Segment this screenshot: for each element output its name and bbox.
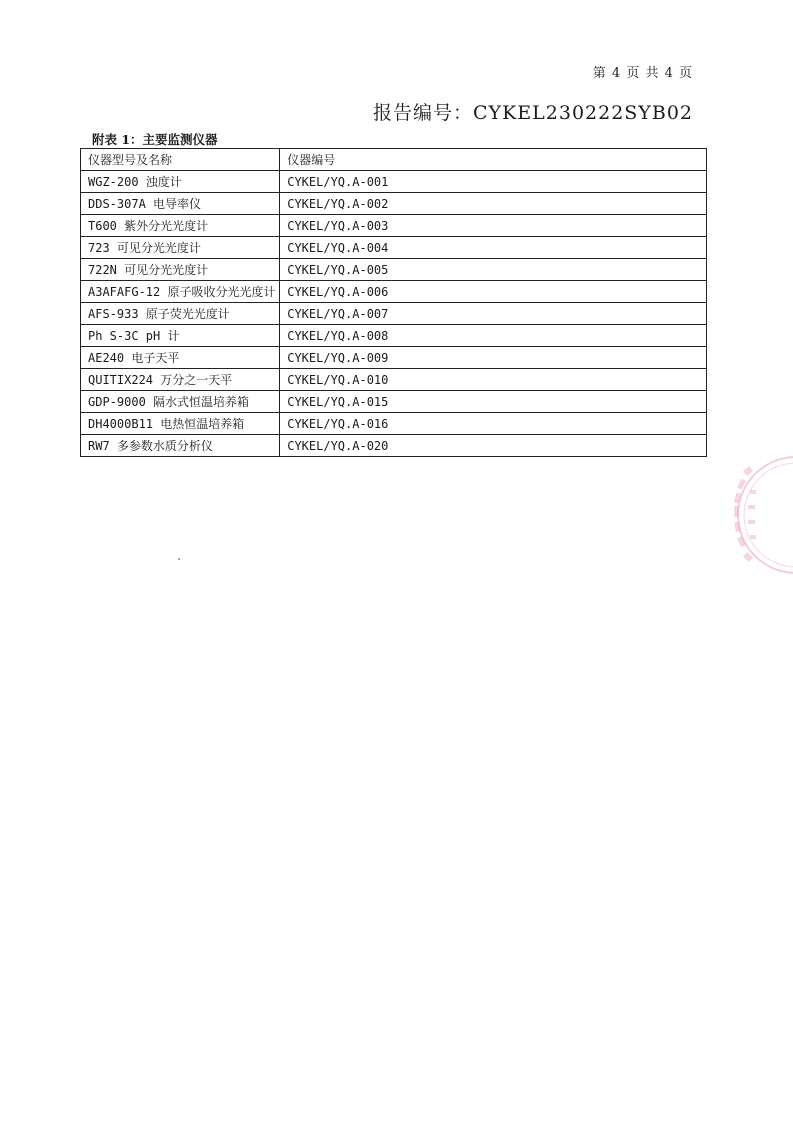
table-row bbox=[81, 435, 707, 457]
instrument-id: CYKEL/YQ.A-009 bbox=[280, 347, 707, 369]
instrument-name: WGZ-200 浊度计 bbox=[81, 171, 280, 193]
instrument-name: AFS-933 原子荧光光度计 bbox=[81, 303, 280, 325]
table-header-row bbox=[81, 149, 707, 171]
seal-icon bbox=[720, 450, 793, 580]
table-row bbox=[81, 237, 707, 259]
instrument-name: DH4000B11 电热恒温培养箱 bbox=[81, 413, 280, 435]
table-row bbox=[81, 391, 707, 413]
table-caption: 附表 1：主要监测仪器 bbox=[92, 132, 218, 147]
table-row bbox=[81, 413, 707, 435]
table-row bbox=[81, 303, 707, 325]
instrument-name: DDS-307A 电导率仪 bbox=[81, 193, 280, 215]
instrument-id: CYKEL/YQ.A-007 bbox=[280, 303, 707, 325]
instrument-id: CYKEL/YQ.A-020 bbox=[280, 435, 707, 457]
instrument-name: QUITIX224 万分之一天平 bbox=[81, 369, 280, 391]
instrument-name: GDP-9000 隔水式恒温培养箱 bbox=[81, 391, 280, 413]
official-seal-stamp bbox=[720, 450, 793, 580]
table-row bbox=[81, 281, 707, 303]
instrument-name: Ph S-3C pH 计 bbox=[81, 325, 280, 347]
table-row bbox=[81, 325, 707, 347]
instrument-id: CYKEL/YQ.A-002 bbox=[280, 193, 707, 215]
instrument-id: CYKEL/YQ.A-006 bbox=[280, 281, 707, 303]
table-row bbox=[81, 171, 707, 193]
instrument-name: 722N 可见分光光度计 bbox=[81, 259, 280, 281]
instrument-id: CYKEL/YQ.A-015 bbox=[280, 391, 707, 413]
instrument-id: CYKEL/YQ.A-010 bbox=[280, 369, 707, 391]
table-row bbox=[81, 259, 707, 281]
page-number: 第 4 页 共 4 页 bbox=[592, 66, 693, 81]
instrument-id: CYKEL/YQ.A-016 bbox=[280, 413, 707, 435]
instrument-id: CYKEL/YQ.A-003 bbox=[280, 215, 707, 237]
header-instrument-id: 仪器编号 bbox=[280, 149, 707, 171]
scan-speck bbox=[178, 558, 180, 560]
instrument-name: RW7 多参数水质分析仪 bbox=[81, 435, 280, 457]
table-row bbox=[81, 193, 707, 215]
header-instrument-name: 仪器型号及名称 bbox=[81, 149, 280, 171]
report-number: 报告编号：CYKEL230222SYB02 bbox=[373, 102, 693, 124]
instrument-id: CYKEL/YQ.A-001 bbox=[280, 171, 707, 193]
instrument-name: AE240 电子天平 bbox=[81, 347, 280, 369]
instrument-name: T600 紫外分光光度计 bbox=[81, 215, 280, 237]
instrument-table bbox=[80, 148, 707, 457]
table-row bbox=[81, 215, 707, 237]
table-row bbox=[81, 369, 707, 391]
instrument-name: A3AFAFG-12 原子吸收分光光度计 bbox=[81, 281, 280, 303]
instrument-name: 723 可见分光光度计 bbox=[81, 237, 280, 259]
instrument-id: CYKEL/YQ.A-004 bbox=[280, 237, 707, 259]
instrument-id: CYKEL/YQ.A-005 bbox=[280, 259, 707, 281]
instrument-id: CYKEL/YQ.A-008 bbox=[280, 325, 707, 347]
table-row bbox=[81, 347, 707, 369]
